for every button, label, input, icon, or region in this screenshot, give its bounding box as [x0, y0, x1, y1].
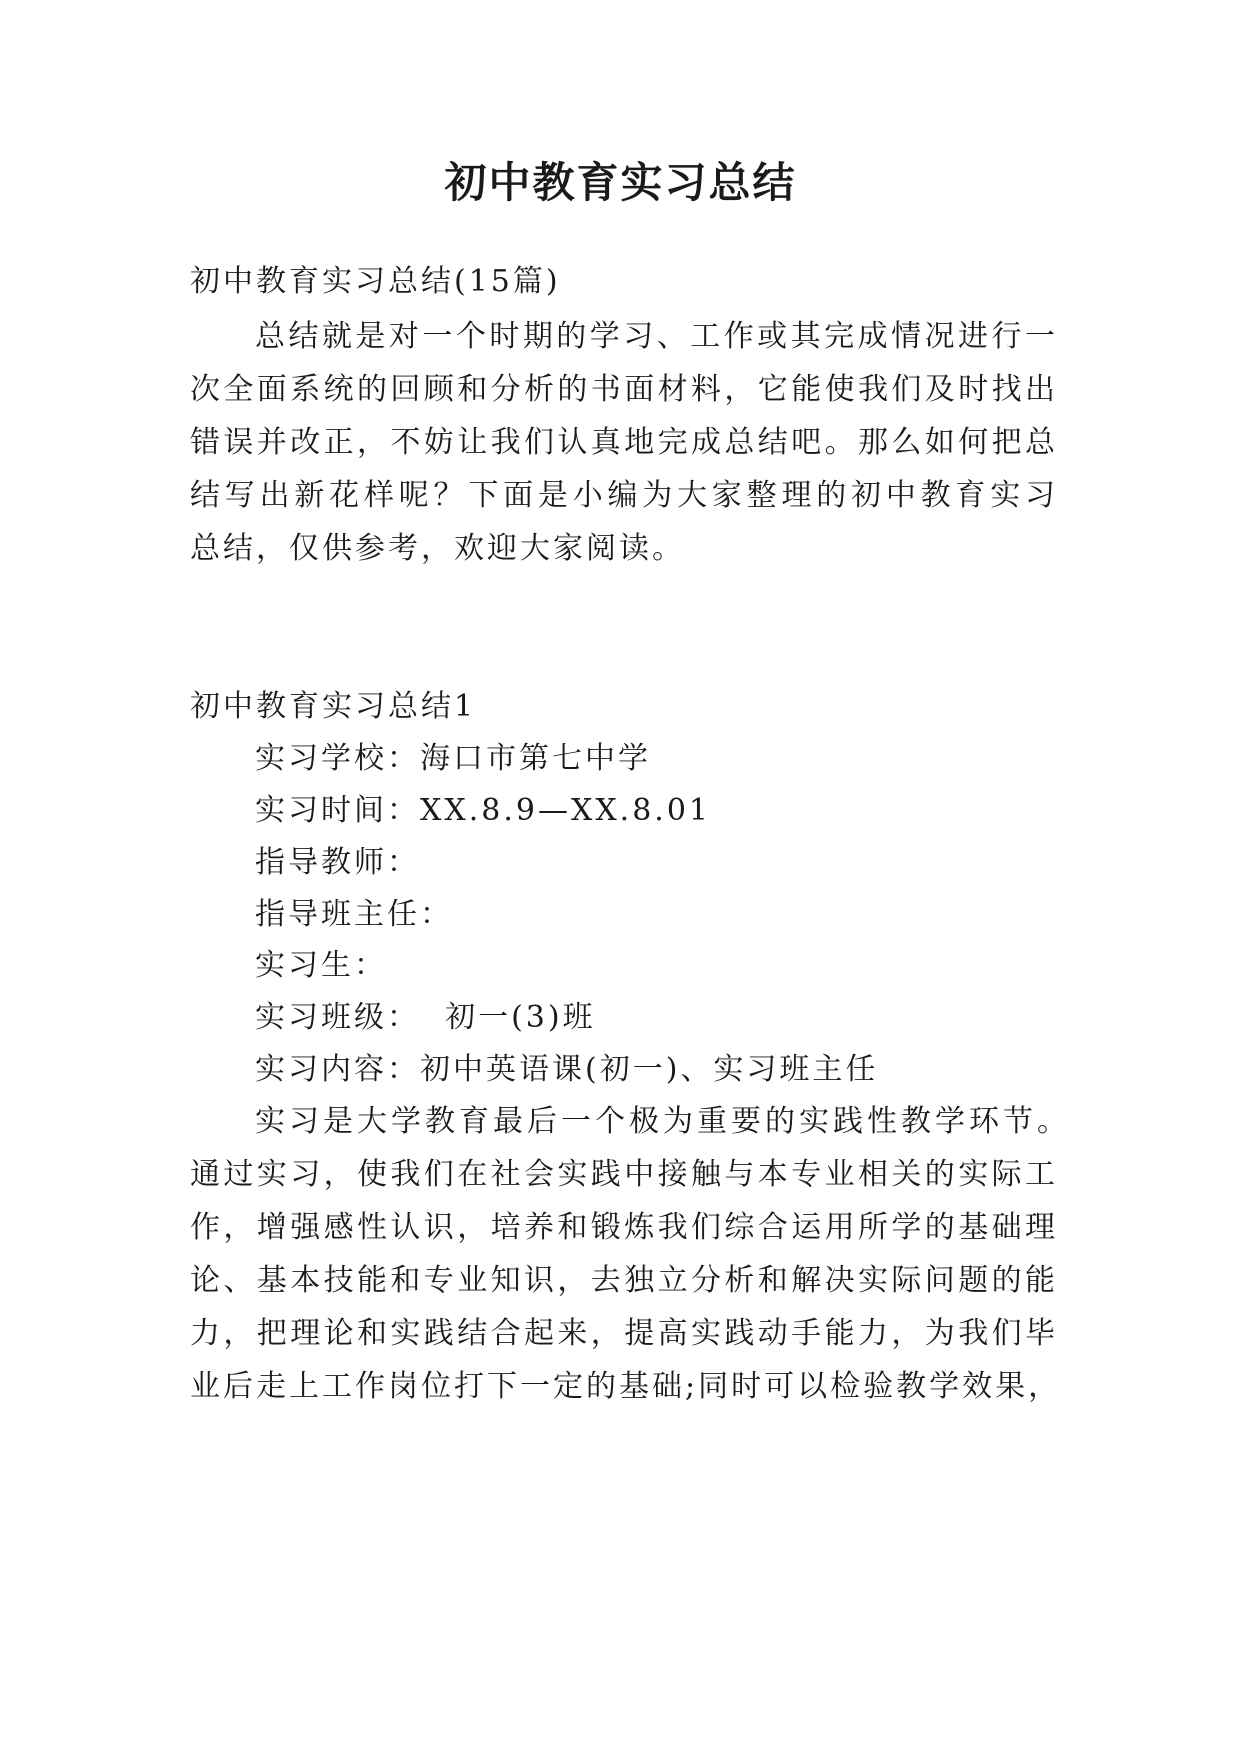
info-line-school: 实习学校：海口市第七中学	[255, 741, 651, 776]
info-line-content: 实习内容：初中英语课(初一)、实习班主任	[255, 1052, 879, 1087]
intro-line: 总结就是对一个时期的学习、工作或其完成情况进行一	[255, 319, 1058, 354]
body-line: 实习是大学教育最后一个极为重要的实践性教学环节。	[255, 1104, 1070, 1139]
body-line: 力，把理论和实践结合起来，提高实践动手能力，为我们毕	[190, 1316, 1058, 1351]
intro-line: 错误并改正，不妨让我们认真地完成总结吧。那么如何把总	[190, 425, 1058, 460]
body-line: 通过实习，使我们在社会实践中接触与本专业相关的实际工	[190, 1157, 1058, 1192]
info-line-teacher: 指导教师：	[255, 845, 420, 880]
body-line: 论、基本技能和专业知识，去独立分析和解决实际问题的能	[190, 1263, 1058, 1298]
body-line: 作，增强感性认识，培养和锻炼我们综合运用所学的基础理	[190, 1210, 1058, 1245]
intro-line: 次全面系统的回顾和分析的书面材料，它能使我们及时找出	[190, 372, 1058, 407]
info-line-class: 实习班级： 初一(3)班	[255, 1000, 596, 1035]
info-line-head-teacher: 指导班主任：	[255, 897, 453, 932]
section-heading: 初中教育实习总结1	[190, 689, 477, 724]
intro-line: 结写出新花样呢？下面是小编为大家整理的初中教育实习	[190, 478, 1058, 513]
info-line-student: 实习生：	[255, 948, 387, 983]
info-line-time: 实习时间：XX.8.9—XX.8.01	[255, 793, 712, 828]
document-title: 初中教育实习总结	[444, 158, 797, 207]
body-line: 业后走上工作岗位打下一定的基础;同时可以检验教学效果，	[190, 1369, 1062, 1404]
document-subtitle: 初中教育实习总结(15篇)	[190, 264, 561, 299]
intro-line: 总结，仅供参考，欢迎大家阅读。	[190, 531, 685, 566]
